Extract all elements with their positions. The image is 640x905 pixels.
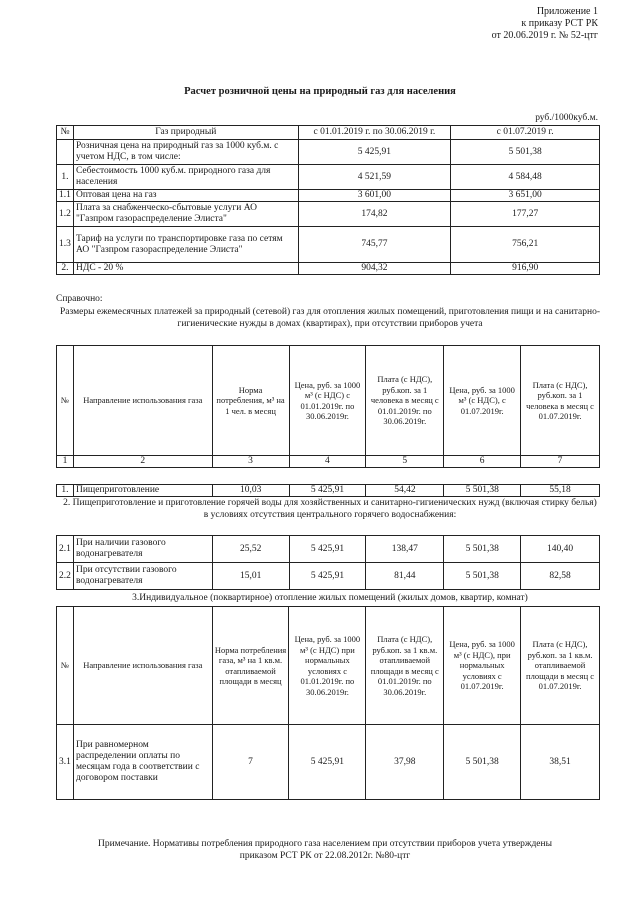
row-num: 2. [57,263,74,275]
row-value: 7 [212,725,289,800]
header-cell: Норма потребления газа, м³ на 1 кв.м. отапливаемой площади в месяц [212,607,289,725]
row-num: 1.3 [57,227,74,263]
row-value: 5 425,91 [289,485,366,497]
row-value: 5 425,91 [289,536,366,563]
row-value: 138,47 [366,536,444,563]
row-num [57,140,74,165]
header-line-2: к приказу РСТ РК [521,18,598,29]
header-cell: Цена, руб. за 1000 м³ (с НДС) с 01.01.2019г. по 30.06.2019г. [289,346,366,456]
row-value: 81,44 [366,563,444,590]
row-value: 4 584,48 [451,165,600,190]
row-name: Пищеприготовление [73,485,212,497]
table-row [57,536,600,563]
row-value: 5 501,38 [444,485,521,497]
header-line-1: Приложение 1 [536,6,598,17]
table-row [57,725,600,800]
row-num: 2.1 [57,536,74,563]
table-row [57,263,600,275]
header-cell: Газ природный [73,126,298,140]
row-value: 38,51 [521,725,600,800]
section-2-title: 2. Пищеприготовление и приготовление горячей воды для хозяйственных и санитарно-гигиенических нужд (включая стирку белья) в условиях отсутствия центрального горячего водоснабжения: [63,498,597,520]
heating-table [56,606,600,800]
column-number: 1 [57,456,74,468]
row-name: При равномерном распределении оплаты по месяцам года в соответствии с договором поставки [73,725,212,800]
column-number: 2 [73,456,212,468]
consumption-header-table [56,345,600,468]
header-cell: Направление использования газа [73,607,212,725]
row-value: 55,18 [521,485,600,497]
table-row [57,165,600,190]
row-value: 5 501,38 [444,725,521,800]
table-header-row [57,607,600,725]
row-value: 82,58 [521,563,600,590]
row-value: 916,90 [451,263,600,275]
row-value: 5 501,38 [444,563,521,590]
row-value: 15,01 [212,563,289,590]
header-line-3: от 20.06.2019 г. № 52-цтг [491,30,598,41]
column-number: 4 [289,456,366,468]
header-cell: Плата (с НДС), руб.коп. за 1 кв.м. отапливаемой площади в месяц с 01.07.2019г. [521,607,600,725]
row-name: Розничная цена на природный газ за 1000 куб.м. с учетом НДС, в том числе: [73,140,298,165]
header-cell: Плата (с НДС), руб.коп. за 1 кв.м. отапливаемой площади в месяц с 01.01.2019г. по 30.06.2019г. [366,607,444,725]
row-value: 177,27 [451,202,600,227]
footnote: Примечание. Нормативы потребления природного газа населением при отсутствии приборов учета утверждены приказом РСТ РК от 22.08.2012г. №80-цтг [97,839,552,861]
row-value: 5 501,38 [451,140,600,165]
row-num: 2.2 [57,563,74,590]
column-number: 7 [521,456,600,468]
table-row [57,140,600,165]
row-name: Себестоимость 1000 куб.м. природного газа для населения [73,165,298,190]
row-value: 5 425,91 [289,725,366,800]
table-header-row [57,126,600,140]
row-name: НДС - 20 % [73,263,298,275]
header-cell: Плата (с НДС), руб.коп. за 1 человека в месяц с 01.07.2019г. [521,346,600,456]
section-3-title: 3.Индивидуальное (поквартирное) отопление жилых помещений (жилых домов, квартир, комнат) [132,593,528,603]
row-value: 174,82 [298,202,451,227]
price-table [56,125,600,275]
section-1-title: Размеры ежемесячных платежей за природный (сетевой) газ для отопления жилых помещений, приготовления пищи и на санитарно-гигиенические нужды в домах (квартирах), при отсутствии приборов учета [60,307,601,329]
row-name: При отсутствии газового водонагревателя [73,563,212,590]
row-num: 1. [57,485,74,497]
row-num: 1. [57,165,74,190]
header-cell: Норма потребления, м³ на 1 чел. в месяц [212,346,289,456]
row-name: При наличии газового водонагревателя [73,536,212,563]
header-cell: Цена, руб. за 1000 м³ (с НДС), при нормальных условиях с 01.07.2019г. [444,607,521,725]
row-value: 25,52 [212,536,289,563]
header-cell: Цена, руб. за 1000 м³ (с НДС), с 01.07.2019г. [444,346,521,456]
row-num: 1.1 [57,190,74,202]
table-row [57,563,600,590]
table-row [57,485,600,497]
header-cell: Цена, руб. за 1000 м³ (с НДС) при нормальных условиях с 01.01.2019г. по 30.06.2019г. [289,607,366,725]
table-row [57,227,600,263]
row-value: 745,77 [298,227,451,263]
row-num: 3.1 [57,725,74,800]
row-value: 4 521,59 [298,165,451,190]
row-name: Тариф на услуги по транспортировке газа по сетям АО "Газпром газораспределение Элиста" [73,227,298,263]
row-value: 5 425,91 [298,140,451,165]
row-value: 10,03 [212,485,289,497]
header-cell: № [57,126,74,140]
row-value: 5 425,91 [289,563,366,590]
column-number-row [57,456,600,468]
row-value: 3 601,00 [298,190,451,202]
row-value: 3 651,00 [451,190,600,202]
header-cell: с 01.01.2019 г. по 30.06.2019 г. [298,126,451,140]
document-title: Расчет розничной цены на природный газ для населения [184,86,456,97]
row-name: Плата за снабженческо-сбытовые услуги АО "Газпром газораспределение Элиста" [73,202,298,227]
header-cell: с 01.07.2019 г. [451,126,600,140]
table-row [57,202,600,227]
column-number: 3 [212,456,289,468]
row-value: 5 501,38 [444,536,521,563]
row-value: 904,32 [298,263,451,275]
header-cell: № [57,607,74,725]
column-number: 6 [444,456,521,468]
header-cell: Направление использования газа [73,346,212,456]
row-num: 1.2 [57,202,74,227]
document-header [492,6,598,42]
hot-water-table [56,535,600,590]
row-name: Оптовая цена на газ [73,190,298,202]
row-value: 140,40 [521,536,600,563]
column-number: 5 [366,456,444,468]
row-value: 756,21 [451,227,600,263]
header-cell: Плата (с НДС), руб.коп. за 1 человека в месяц с 01.01.2019г. по 30.06.2019г. [366,346,444,456]
unit-label: руб./1000куб.м. [535,113,598,123]
row-value: 37,98 [366,725,444,800]
header-cell: № [57,346,74,456]
table-row [57,190,600,202]
cooking-table [56,484,600,497]
reference-label: Справочно: [56,294,103,304]
row-value: 54,42 [366,485,444,497]
